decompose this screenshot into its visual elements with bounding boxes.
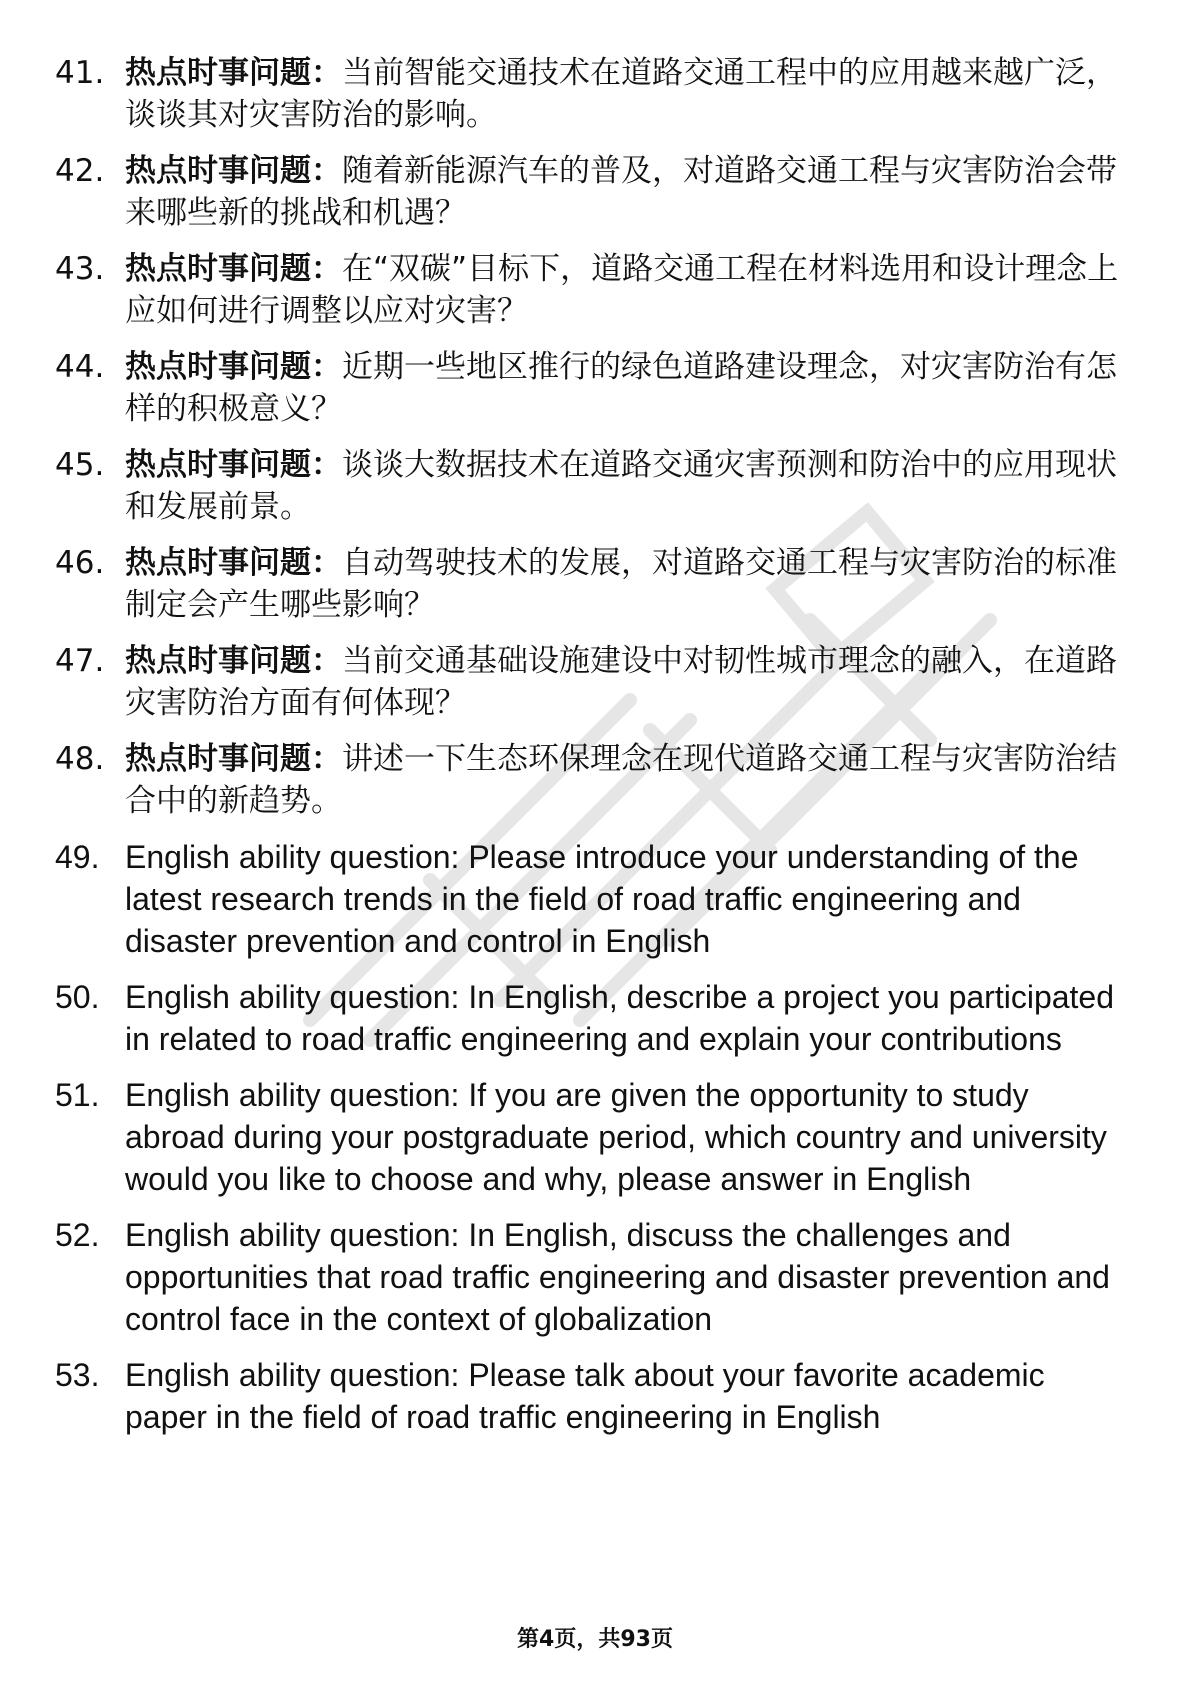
item-body: 随着新能源汽车的普及，对道路交通工程与灾害防治会带来哪些新的挑战和机遇？ xyxy=(125,153,1117,231)
item-number: 52. xyxy=(55,1217,100,1253)
list-item xyxy=(55,1074,1135,1200)
list-item xyxy=(55,52,1135,136)
list-item xyxy=(55,738,1135,822)
item-body: 在“双碳”目标下，道路交通工程在材料选用和设计理念上应如何进行调整以应对灾害？ xyxy=(125,251,1119,329)
item-number: 49. xyxy=(55,839,100,875)
list-item xyxy=(55,444,1135,528)
item-label: 热点时事问题： xyxy=(125,251,342,287)
list-item xyxy=(55,248,1135,332)
item-number: 50. xyxy=(55,979,100,1015)
item-number: 47. xyxy=(55,643,105,679)
item-text: English ability question: Please introduce your understanding of the latest research trends in the field of road traffic engineering and disaster prevention and control in English xyxy=(125,839,1079,959)
item-label: 热点时事问题： xyxy=(125,741,342,777)
item-text xyxy=(125,346,1135,430)
item-text xyxy=(125,248,1135,332)
item-number: 51. xyxy=(55,1077,100,1113)
item-label: 热点时事问题： xyxy=(125,643,342,679)
item-text: English ability question: In English, discuss the challenges and opportunities that road traffic engineering and disaster prevention and control face in the context of globalization xyxy=(125,1217,1110,1337)
item-body: 当前智能交通技术在道路交通工程中的应用越来越广泛，谈谈其对灾害防治的影响。 xyxy=(125,55,1117,133)
item-text xyxy=(125,52,1135,136)
item-label: 热点时事问题： xyxy=(125,55,342,91)
item-text xyxy=(125,738,1135,822)
item-label: 热点时事问题： xyxy=(125,447,342,483)
item-number: 53. xyxy=(55,1357,100,1393)
list-item xyxy=(55,150,1135,234)
list-item xyxy=(55,976,1135,1060)
list-item xyxy=(55,640,1135,724)
item-text: English ability question: Please talk about your favorite academic paper in the field of road traffic engineering in English xyxy=(125,1357,1045,1435)
item-number: 43. xyxy=(55,251,105,287)
item-body: 谈谈大数据技术在道路交通灾害预测和防治中的应用现状和发展前景。 xyxy=(125,447,1117,525)
item-number: 41. xyxy=(55,55,105,91)
item-body: 自动驾驶技术的发展，对道路交通工程与灾害防治的标准制定会产生哪些影响？ xyxy=(125,545,1117,623)
item-number: 48. xyxy=(55,741,105,777)
item-body: 近期一些地区推行的绿色道路建设理念，对灾害防治有怎样的积极意义？ xyxy=(125,349,1117,427)
list-item xyxy=(55,836,1135,962)
item-text xyxy=(125,150,1135,234)
item-body: 讲述一下生态环保理念在现代道路交通工程与灾害防治结合中的新趋势。 xyxy=(125,741,1117,819)
question-list xyxy=(55,52,1135,1452)
item-label: 热点时事问题： xyxy=(125,545,342,581)
item-number: 42. xyxy=(55,153,105,189)
list-item xyxy=(55,1214,1135,1340)
item-text xyxy=(125,640,1135,724)
list-item xyxy=(55,1354,1135,1438)
list-item xyxy=(55,346,1135,430)
item-label: 热点时事问题： xyxy=(125,153,342,189)
item-body: 当前交通基础设施建设中对韧性城市理念的融入，在道路灾害防治方面有何体现？ xyxy=(125,643,1117,721)
item-text xyxy=(125,444,1135,528)
item-number: 45. xyxy=(55,447,105,483)
list-item xyxy=(55,542,1135,626)
item-label: 热点时事问题： xyxy=(125,349,342,385)
page-footer: 第4页，共93页 xyxy=(517,1627,673,1652)
item-number: 44. xyxy=(55,349,105,385)
item-text: English ability question: If you are given the opportunity to study abroad during your postgraduate period, which country and university would you like to choose and why, please answer in English xyxy=(125,1077,1107,1197)
item-text xyxy=(125,542,1135,626)
item-number: 46. xyxy=(55,545,105,581)
item-text: English ability question: In English, describe a project you participated in related to road traffic engineering and explain your contributions xyxy=(125,979,1115,1057)
